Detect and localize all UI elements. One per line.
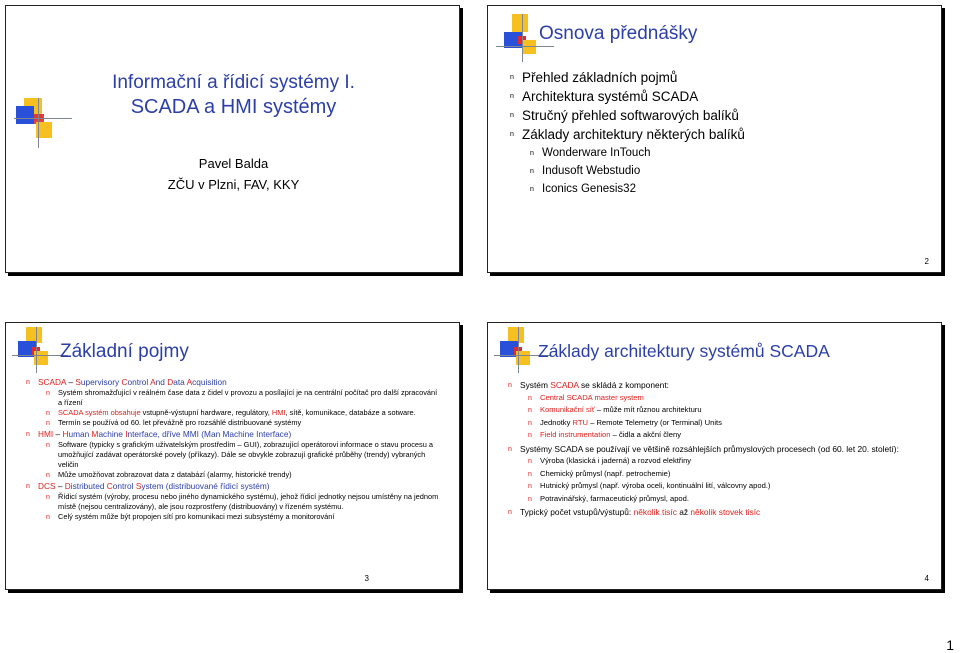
list-item-hmi: n HMI – Human Machine Interface, dříve MMI (Man Machine Interface) (26, 429, 292, 439)
bullet-icon: n (508, 445, 512, 453)
bullet-icon: n (530, 168, 534, 175)
page-number: 3 (364, 574, 369, 583)
list-subitem: n Chemický průmysl (např. petrochemie) (528, 468, 671, 478)
list-subitem: n Celý systém může být propojen sítí pro komunikaci mezi subsystémy a monitorování (46, 512, 335, 521)
list-subitem: n Wonderware InTouch (530, 147, 651, 159)
list-item: n Systém SCADA se skládá z komponent: (508, 380, 669, 390)
list-item-dcs: n DCS – Distributed Control System (distribuované řídicí systém) (26, 481, 270, 491)
page-number: 2 (924, 257, 929, 266)
list-subitem: n Komunikační síť – může mít různou architekturu (528, 405, 702, 414)
list-item: n Přehled základních pojmů (510, 70, 678, 85)
bullet-icon: n (46, 442, 50, 449)
bullet-icon: n (530, 186, 534, 193)
list-subitem: n Může umožňovat zobrazovat data z databází (alarmy, historické trendy) (46, 470, 292, 479)
list-item: n Stručný přehled softwarových balíků (510, 108, 739, 123)
terms-list (20, 376, 440, 522)
list-item: n Architektura systémů SCADA (510, 89, 699, 104)
bullet-icon: n (528, 394, 532, 402)
bullet-icon: n (528, 495, 532, 503)
list-subitem: n Field instrumentation – čidla a akční členy (528, 430, 681, 439)
bullet-icon: n (510, 74, 514, 81)
list-subitem: n Iconics Genesis32 (530, 183, 636, 195)
bullet-icon: n (510, 112, 514, 119)
list-item: n Základy architektury některých balíků (510, 127, 745, 142)
bullet-icon: n (528, 470, 532, 478)
list-subitem: n Software (typicky s grafickým uživatelským prostředím – GUI), zobrazující operátorovi informace o stavu procesu a umožňující zadávat operátorské povely (příkazy). Dále se obvykle zobrazují grafické průběhy (trendy) vybraných veličin (46, 440, 434, 469)
bullet-icon: n (46, 514, 50, 521)
bullet-icon: n (46, 390, 50, 397)
bullet-icon: n (528, 458, 532, 465)
list-subitem: n Systém shromažďující v reálném čase data z čidel v provozu a posílající je na centrální počítač pro další zpracování a řízení (46, 388, 438, 407)
list-item: n Systémy SCADA se používají ve většině rozsáhlejších průmyslových procesech (od 60. let 20. století): (508, 443, 899, 454)
author-affiliation: ZČU v Plzni, FAV, KKY (167, 177, 300, 192)
bullet-icon: n (46, 420, 50, 427)
list-subitem: n Výroba (klasická i jaderná) a rozvod elektřiny (528, 456, 692, 465)
list-subitem: n Indusoft Webstudio (530, 165, 641, 177)
slide-title: Základy architektury systémů SCADA (538, 341, 830, 361)
slide-title: Osnova přednášky (539, 23, 698, 44)
bullet-icon: n (510, 93, 514, 100)
bullet-icon: n (46, 410, 50, 417)
bullet-icon: n (26, 431, 30, 438)
list-subitem: n Jednotky RTU – Remote Telemetry (or Terminal) Units (528, 417, 722, 427)
list-subitem: n Central SCADA master system (528, 392, 644, 402)
bullet-icon: n (46, 494, 50, 501)
bullet-icon: n (528, 407, 532, 414)
slide-scada-architecture (487, 322, 942, 590)
list-subitem: n SCADA systém obsahuje vstupně-výstupní hardware, regulátory, HMI, sítě, komunikace, databáze a sotware. (46, 408, 416, 417)
list-item-scada: n SCADA – Supervisory Control And Data Acquisition (26, 377, 227, 387)
list-subitem: n Termín se používá od 60. let převážně pro rozsáhlé distribuované systémy (46, 418, 302, 427)
presentation-title-line2: SCADA a HMI systémy (130, 96, 337, 118)
bullet-icon: n (508, 382, 512, 389)
bullet-icon: n (508, 509, 512, 516)
slide-title: Základní pojmy (60, 341, 189, 362)
bullet-icon: n (530, 150, 534, 157)
slide-basic-terms (5, 322, 460, 590)
bullet-icon: n (510, 131, 514, 138)
slide-outline (487, 5, 942, 273)
page-number: 4 (924, 574, 929, 583)
bullet-icon: n (26, 379, 30, 386)
bullet-icon: n (26, 483, 30, 490)
outline-list (504, 68, 924, 198)
list-subitem: n Řídicí systém (výroby, procesu nebo jiného dynamického systému), jehož řídicí jednotky nejsou umístěny na jednom místě (nejsou centralizovány), ale jsou rozprostřeny (distribuovány) v řízeném systému. (46, 492, 439, 511)
bullet-icon: n (46, 472, 50, 479)
list-subitem: n Potravinářský, farmaceutický průmysl, apod. (528, 493, 689, 503)
bullet-icon: n (528, 432, 532, 439)
presentation-title-line1: Informační a řídicí systémy I. (112, 72, 355, 93)
bullet-icon: n (528, 419, 532, 427)
slide-title (5, 5, 460, 273)
architecture-list (502, 378, 922, 519)
list-subitem: n Hutnický průmysl (např. výroba oceli, kontinuální lití, válcovny apod.) (528, 481, 771, 490)
list-item: n Typický počet vstupů/výstupů: několik tisíc až několik stovek tisíc (508, 507, 761, 517)
bullet-icon: n (528, 483, 532, 490)
sheet-page-number: 1 (946, 637, 954, 653)
author-name: Pavel Balda (198, 156, 269, 171)
